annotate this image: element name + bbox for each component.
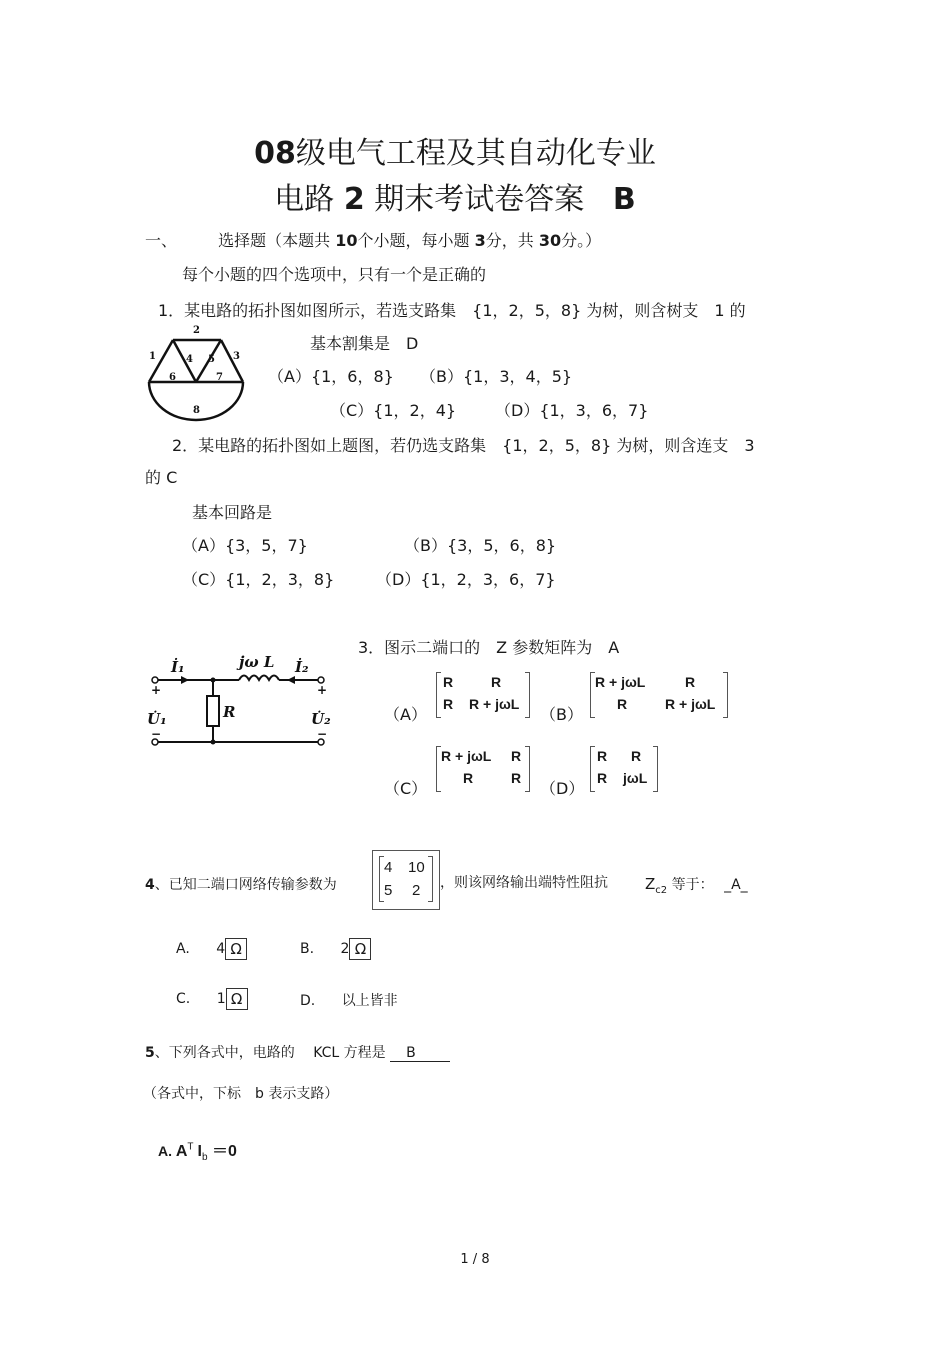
title-version: B [612, 182, 636, 217]
q4-option-d-label: D. [300, 993, 316, 1009]
q4-num: 4 [145, 877, 155, 893]
matrix-cell: R + jωL [665, 696, 716, 712]
q5-num: 5 [145, 1045, 155, 1061]
q1-stem: 1．某电路的拓扑图如图所示，若选支路集 {1，2，5，8} 为树，则含树支 1 的 [158, 301, 746, 320]
section-label: 选择题（本题共 [218, 231, 331, 250]
voltage-u2-label: U̇₂ [311, 710, 331, 728]
q5-formula-a: A [175, 1143, 188, 1160]
q2-option-a: （A）{3，5，7} [182, 536, 308, 555]
q3-label-c: （C） [384, 779, 428, 798]
q4-text-2: ，则该网络输出端特性阻抗 [440, 875, 608, 891]
matrix-cell: R + jωL [441, 748, 492, 764]
graph-label-2: 2 [193, 325, 200, 336]
q3-matrix-b [590, 672, 728, 718]
q4-option-a-label: A. [176, 941, 190, 957]
resistor-label: R [223, 703, 236, 721]
q3-label-a: （A） [384, 705, 427, 724]
graph-label-7: 7 [216, 372, 223, 383]
matrix-cell: R [443, 674, 454, 690]
q4-z-sub: c2 [655, 884, 668, 896]
q2-option-c: （C）{1，2，3，8} [182, 570, 335, 589]
matrix-cell: R [511, 748, 522, 764]
graph-label-1: 1 [149, 351, 156, 362]
q5-answer: B [390, 1045, 450, 1062]
graph-label-8: 8 [193, 405, 200, 416]
q4-transmission-matrix [372, 850, 440, 910]
q5-formula-eq: ＝0 [212, 1143, 237, 1160]
q5-text-2: 方程是 [343, 1045, 386, 1061]
matrix-cell: R [443, 696, 454, 712]
matrix-cell: 4 [384, 859, 393, 876]
page-number: 1 / 8 [460, 1252, 490, 1267]
title-major: 级电气工程及其自动化专业 [295, 136, 656, 171]
two-port-circuit [143, 650, 343, 750]
section-num: 一、 [145, 231, 178, 250]
inductor-label: jω L [239, 653, 275, 671]
matrix-cell: jωL [623, 770, 648, 786]
q4-option-d-value: 以上皆非 [341, 993, 398, 1009]
q1-option-c: （C）{1，2，4} [330, 401, 457, 420]
q4-impedance [645, 874, 748, 896]
q2-stem-2: 的 C [145, 468, 178, 487]
q1-option-a: （A）{1，6，8} [268, 367, 394, 386]
matrix-cell: R [617, 696, 628, 712]
q2-option-d: （D）{1，2，3，6，7} [376, 570, 556, 589]
matrix-cell: R [597, 748, 608, 764]
q4-text-1: 、已知二端口网络传输参数为 [154, 877, 337, 893]
q5-option-a-label: A. [158, 1143, 172, 1159]
ohm-icon: Ω [225, 938, 247, 960]
graph-label-6: 6 [169, 372, 176, 383]
matrix-cell: R [463, 770, 474, 786]
q1-stem-2: 基本割集是 D [310, 334, 419, 353]
q1-option-b: （B）{1，3，4，5} [420, 367, 573, 386]
q5-formula-b: b [201, 1152, 208, 1164]
q3-label-b: （B） [540, 705, 583, 724]
matrix-cell: R + jωL [469, 696, 520, 712]
ohm-icon: Ω [349, 938, 371, 960]
q1-option-d: （D）{1，3，6，7} [495, 401, 649, 420]
graph-label-3: 3 [233, 351, 240, 362]
graph-label-4: 4 [186, 354, 193, 365]
matrix-cell: R [491, 674, 502, 690]
q5-option-a [158, 1138, 237, 1163]
q2-option-b: （B）{3，5，6，8} [404, 536, 557, 555]
matrix-cell: R [597, 770, 608, 786]
q5-text-1: 、下列各式中，电路的 [154, 1045, 295, 1061]
q4-option-d [300, 990, 398, 1010]
matrix-cell: R [511, 770, 522, 786]
title-line-2 [0, 174, 910, 218]
q4-option-b-label: B. [300, 941, 315, 957]
matrix-cell: R [685, 674, 696, 690]
q5-formula-t: T [187, 1141, 194, 1153]
q2-stem-3: 基本回路是 [192, 503, 273, 522]
q5-stem [145, 1042, 450, 1062]
title-course: 电路 [274, 182, 335, 217]
q4-option-a-value: 4 [216, 941, 226, 957]
graph-label-5: 5 [208, 354, 215, 365]
q3-matrix-a [436, 672, 530, 718]
q4-option-c-value: 1 [216, 991, 226, 1007]
q4-text-3: 等于： [671, 877, 714, 893]
matrix-cell: 5 [384, 882, 393, 899]
q5-kcl: KCL [313, 1045, 340, 1061]
title-grade: 08 [254, 136, 296, 171]
q5-formula-i: I [197, 1143, 202, 1160]
section-note: 每个小题的四个选项中，只有一个是正确的 [182, 265, 487, 284]
ohm-icon: Ω [226, 988, 248, 1010]
current-i2-label: İ₂ [295, 658, 309, 676]
q4-answer: _A_ [724, 877, 748, 893]
section-end: 分。） [561, 231, 602, 250]
matrix-cell: 2 [412, 882, 421, 899]
q4-z: Z [645, 875, 656, 893]
voltage-u1-label: U̇₁ [147, 710, 167, 728]
topology-graph [143, 322, 255, 422]
current-i1-label: İ₁ [171, 658, 185, 676]
u2-minus: − [317, 727, 328, 741]
q4-option-a [176, 938, 247, 960]
title-course-num: 2 [343, 182, 365, 217]
q4-option-c [176, 988, 248, 1010]
q4-stem [145, 874, 337, 894]
section-mid2: 分，共 [485, 231, 534, 250]
q3-stem: 3．图示二端口的 Z 参数矩阵为 A [358, 638, 620, 657]
section-total: 30 [538, 231, 562, 250]
u2-plus: + [317, 683, 328, 697]
matrix-cell: 10 [408, 859, 425, 876]
section-mid1: 个小题，每小题 [357, 231, 470, 250]
title-line-1 [0, 128, 910, 172]
matrix-cell: R + jωL [595, 674, 646, 690]
u1-minus: − [151, 727, 162, 741]
section-1-header [145, 228, 601, 251]
matrix-cell: R [631, 748, 642, 764]
u1-plus: + [151, 683, 162, 697]
q5-note: （各式中，下标 b 表示支路） [143, 1086, 339, 1102]
q2-stem: 2．某电路的拓扑图如上题图，若仍选支路集 {1，2，5，8} 为树，则含连支 3 [172, 436, 755, 455]
q4-option-b-value: 2 [340, 941, 350, 957]
title-exam: 期末考试卷答案 [374, 182, 585, 217]
q3-matrix-c [436, 746, 530, 792]
q3-matrix-d [590, 746, 658, 792]
section-score: 3 [474, 231, 486, 250]
section-count: 10 [335, 231, 358, 250]
q4-option-c-label: C. [176, 991, 191, 1007]
q4-matrix-brackets [379, 856, 433, 902]
q3-label-d: （D） [540, 779, 585, 798]
q4-option-b [300, 938, 371, 960]
